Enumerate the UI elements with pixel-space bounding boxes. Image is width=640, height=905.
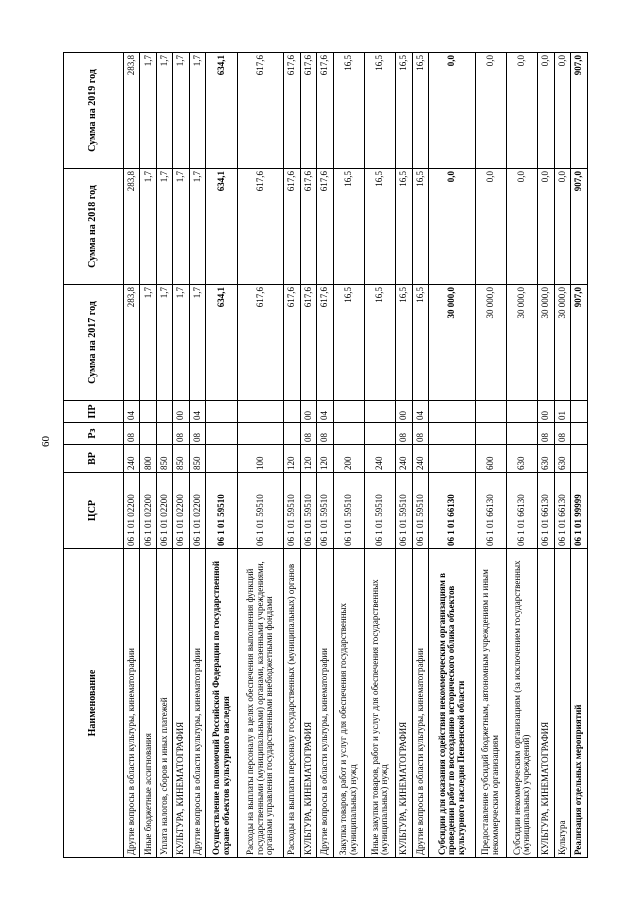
cell-sum-2019: 16,5 bbox=[333, 53, 364, 169]
cell-pr: 00 bbox=[538, 401, 554, 423]
cell-rz bbox=[156, 423, 172, 445]
cell-sum-2018: 617,6 bbox=[300, 169, 316, 285]
header-name: Наименование bbox=[64, 549, 124, 858]
cell-vr: 630 bbox=[554, 445, 570, 473]
cell-vr: 630 bbox=[538, 445, 554, 473]
cell-sum-2018: 0,0 bbox=[554, 169, 570, 285]
cell-rz bbox=[429, 423, 475, 445]
cell-vr bbox=[429, 445, 475, 473]
cell-vr: 600 bbox=[475, 445, 506, 473]
cell-csr: 06 1 01 66130 bbox=[429, 473, 475, 549]
cell-sum-2017: 617,6 bbox=[317, 285, 333, 401]
cell-sum-2017: 1,7 bbox=[189, 285, 205, 401]
cell-csr: 06 1 01 59510 bbox=[206, 473, 237, 549]
cell-sum-2017: 16,5 bbox=[364, 285, 395, 401]
table-row bbox=[284, 53, 300, 858]
cell-pr: 04 bbox=[317, 401, 333, 423]
cell-pr bbox=[429, 401, 475, 423]
cell-sum-2017: 30 000,0 bbox=[538, 285, 554, 401]
header-sum-2017: Сумма на 2017 год bbox=[64, 285, 124, 401]
cell-sum-2018: 1,7 bbox=[156, 169, 172, 285]
table-row bbox=[333, 53, 364, 858]
table-row bbox=[554, 53, 570, 858]
cell-csr: 06 1 01 59510 bbox=[412, 473, 428, 549]
cell-sum-2017: 30 000,0 bbox=[554, 285, 570, 401]
cell-name: Иные бюджетные ассигнования bbox=[140, 549, 156, 858]
cell-name: Культура bbox=[554, 549, 570, 858]
cell-name: КУЛЬТУРА, КИНЕМАТОГРАФИЯ bbox=[300, 549, 316, 858]
cell-rz: 08 bbox=[173, 423, 189, 445]
cell-sum-2018: 617,6 bbox=[237, 169, 283, 285]
table-row bbox=[173, 53, 189, 858]
cell-sum-2017: 16,5 bbox=[396, 285, 412, 401]
cell-sum-2019: 16,5 bbox=[364, 53, 395, 169]
cell-csr: 06 1 01 66130 bbox=[507, 473, 538, 549]
table-row bbox=[124, 53, 140, 858]
cell-sum-2019: 1,7 bbox=[140, 53, 156, 169]
cell-sum-2017: 30 000,0 bbox=[475, 285, 506, 401]
cell-sum-2018: 16,5 bbox=[364, 169, 395, 285]
cell-name: Субсидии некоммерческим организациям (за исключением государственных (муниципальных) учреждений) bbox=[507, 549, 538, 858]
cell-pr: 00 bbox=[396, 401, 412, 423]
cell-vr: 100 bbox=[237, 445, 283, 473]
cell-sum-2019: 1,7 bbox=[189, 53, 205, 169]
cell-pr bbox=[507, 401, 538, 423]
cell-name: Уплата налогов, сборов и иных платежей bbox=[156, 549, 172, 858]
cell-vr: 120 bbox=[317, 445, 333, 473]
cell-sum-2018: 1,7 bbox=[140, 169, 156, 285]
cell-sum-2018: 617,6 bbox=[284, 169, 300, 285]
cell-vr: 240 bbox=[364, 445, 395, 473]
table-row bbox=[317, 53, 333, 858]
cell-csr: 06 1 01 66130 bbox=[554, 473, 570, 549]
cell-sum-2017: 634,1 bbox=[206, 285, 237, 401]
cell-rz bbox=[237, 423, 283, 445]
cell-csr: 06 1 01 02200 bbox=[156, 473, 172, 549]
cell-sum-2019: 617,6 bbox=[317, 53, 333, 169]
cell-rz: 08 bbox=[124, 423, 140, 445]
table-row bbox=[156, 53, 172, 858]
cell-rz bbox=[475, 423, 506, 445]
cell-sum-2017: 16,5 bbox=[333, 285, 364, 401]
cell-vr bbox=[571, 445, 588, 473]
page-number: 60 bbox=[40, 436, 52, 447]
cell-sum-2018: 16,5 bbox=[333, 169, 364, 285]
cell-rz bbox=[206, 423, 237, 445]
header-vr: ВР bbox=[64, 445, 124, 473]
table-row bbox=[189, 53, 205, 858]
cell-name: Реализация отдельных мероприятий bbox=[571, 549, 588, 858]
cell-rz bbox=[140, 423, 156, 445]
cell-name: Расходы на выплаты персоналу в целях обеспечения выполнения функций государственными (муниципальными) органами, казенными учреждениями, органами управления государственными внебюджетными фондами bbox=[237, 549, 283, 858]
cell-pr: 04 bbox=[189, 401, 205, 423]
cell-csr: 06 1 01 66130 bbox=[538, 473, 554, 549]
cell-sum-2018: 16,5 bbox=[396, 169, 412, 285]
cell-csr: 06 1 01 59510 bbox=[237, 473, 283, 549]
cell-csr: 06 1 01 02200 bbox=[140, 473, 156, 549]
cell-csr: 06 1 01 59510 bbox=[317, 473, 333, 549]
cell-sum-2017: 30 000,0 bbox=[507, 285, 538, 401]
cell-sum-2017: 283,8 bbox=[124, 285, 140, 401]
cell-sum-2017: 30 000,0 bbox=[429, 285, 475, 401]
cell-rz: 08 bbox=[554, 423, 570, 445]
cell-csr: 06 1 01 59510 bbox=[396, 473, 412, 549]
cell-pr bbox=[140, 401, 156, 423]
cell-rz: 08 bbox=[300, 423, 316, 445]
cell-vr bbox=[206, 445, 237, 473]
cell-rz bbox=[364, 423, 395, 445]
cell-vr: 240 bbox=[396, 445, 412, 473]
table-row bbox=[396, 53, 412, 858]
cell-sum-2018: 16,5 bbox=[412, 169, 428, 285]
cell-pr bbox=[284, 401, 300, 423]
table-row bbox=[237, 53, 283, 858]
cell-vr: 200 bbox=[333, 445, 364, 473]
cell-sum-2019: 0,0 bbox=[554, 53, 570, 169]
cell-rz bbox=[284, 423, 300, 445]
cell-pr: 00 bbox=[173, 401, 189, 423]
cell-sum-2019: 0,0 bbox=[538, 53, 554, 169]
cell-name: Иные закупки товаров, работ и услуг для обеспечения государственных (муниципальных) нужд bbox=[364, 549, 395, 858]
cell-pr bbox=[571, 401, 588, 423]
budget-table bbox=[63, 52, 588, 858]
cell-sum-2017: 907,0 bbox=[571, 285, 588, 401]
cell-sum-2017: 1,7 bbox=[173, 285, 189, 401]
cell-pr: 04 bbox=[412, 401, 428, 423]
cell-sum-2018: 907,0 bbox=[571, 169, 588, 285]
cell-csr: 06 1 01 99999 bbox=[571, 473, 588, 549]
cell-sum-2019: 1,7 bbox=[156, 53, 172, 169]
cell-pr: 04 bbox=[124, 401, 140, 423]
budget-table-container bbox=[63, 53, 588, 858]
cell-vr: 850 bbox=[189, 445, 205, 473]
cell-rz: 08 bbox=[538, 423, 554, 445]
cell-sum-2018: 634,1 bbox=[206, 169, 237, 285]
cell-name: Другие вопросы в области культуры, кинематографии bbox=[189, 549, 205, 858]
table-row bbox=[206, 53, 237, 858]
cell-name: КУЛЬТУРА, КИНЕМАТОГРАФИЯ bbox=[173, 549, 189, 858]
cell-vr: 120 bbox=[284, 445, 300, 473]
cell-vr: 800 bbox=[140, 445, 156, 473]
cell-pr bbox=[475, 401, 506, 423]
cell-rz: 08 bbox=[317, 423, 333, 445]
table-header-row bbox=[64, 53, 124, 858]
header-sum-2018: Сумма на 2018 год bbox=[64, 169, 124, 285]
cell-rz: 08 bbox=[189, 423, 205, 445]
cell-pr bbox=[364, 401, 395, 423]
cell-csr: 06 1 01 02200 bbox=[173, 473, 189, 549]
table-row bbox=[538, 53, 554, 858]
cell-vr: 630 bbox=[507, 445, 538, 473]
cell-name: КУЛЬТУРА, КИНЕМАТОГРАФИЯ bbox=[538, 549, 554, 858]
header-csr: ЦСР bbox=[64, 473, 124, 549]
cell-csr: 06 1 01 59510 bbox=[333, 473, 364, 549]
cell-pr: 00 bbox=[300, 401, 316, 423]
cell-sum-2019: 283,8 bbox=[124, 53, 140, 169]
cell-sum-2019: 1,7 bbox=[173, 53, 189, 169]
cell-csr: 06 1 01 59510 bbox=[284, 473, 300, 549]
cell-sum-2019: 0,0 bbox=[507, 53, 538, 169]
cell-pr: 01 bbox=[554, 401, 570, 423]
cell-name: КУЛЬТУРА, КИНЕМАТОГРАФИЯ bbox=[396, 549, 412, 858]
cell-csr: 06 1 01 02200 bbox=[189, 473, 205, 549]
header-sum-2019: Сумма на 2019 год bbox=[64, 53, 124, 169]
cell-name: Другие вопросы в области культуры, кинематографии bbox=[124, 549, 140, 858]
cell-sum-2018: 0,0 bbox=[507, 169, 538, 285]
cell-vr: 240 bbox=[412, 445, 428, 473]
table-row bbox=[571, 53, 588, 858]
table-row bbox=[475, 53, 506, 858]
cell-name: Предоставление субсидий бюджетным, автономным учреждениям и иным некоммерческим организациям bbox=[475, 549, 506, 858]
cell-rz bbox=[507, 423, 538, 445]
cell-vr: 120 bbox=[300, 445, 316, 473]
cell-pr bbox=[206, 401, 237, 423]
cell-name: Субсидии для оказания содействия некоммерческим организациям в проведении работ по воссозданию исторического облика объектов культурного наследия Пензенской области bbox=[429, 549, 475, 858]
cell-sum-2017: 617,6 bbox=[284, 285, 300, 401]
cell-sum-2018: 0,0 bbox=[475, 169, 506, 285]
cell-name: Другие вопросы в области культуры, кинематографии bbox=[317, 549, 333, 858]
table-row bbox=[412, 53, 428, 858]
cell-sum-2019: 16,5 bbox=[412, 53, 428, 169]
cell-name: Осуществление полномочий Российской Федерации по государственной охране объектов культурного наследия bbox=[206, 549, 237, 858]
cell-sum-2018: 617,6 bbox=[317, 169, 333, 285]
cell-sum-2017: 1,7 bbox=[156, 285, 172, 401]
header-pr: ПР bbox=[64, 401, 124, 423]
cell-pr bbox=[156, 401, 172, 423]
cell-sum-2018: 0,0 bbox=[429, 169, 475, 285]
cell-sum-2019: 0,0 bbox=[475, 53, 506, 169]
cell-csr: 06 1 01 66130 bbox=[475, 473, 506, 549]
table-row bbox=[140, 53, 156, 858]
cell-rz bbox=[571, 423, 588, 445]
cell-sum-2017: 16,5 bbox=[412, 285, 428, 401]
cell-sum-2019: 0,0 bbox=[429, 53, 475, 169]
cell-pr bbox=[333, 401, 364, 423]
cell-vr: 240 bbox=[124, 445, 140, 473]
cell-sum-2019: 634,1 bbox=[206, 53, 237, 169]
cell-sum-2018: 1,7 bbox=[189, 169, 205, 285]
cell-sum-2019: 617,6 bbox=[284, 53, 300, 169]
header-rz: Рз bbox=[64, 423, 124, 445]
cell-sum-2017: 617,6 bbox=[237, 285, 283, 401]
cell-sum-2017: 1,7 bbox=[140, 285, 156, 401]
cell-vr: 850 bbox=[173, 445, 189, 473]
cell-sum-2017: 617,6 bbox=[300, 285, 316, 401]
table-row bbox=[429, 53, 475, 858]
cell-csr: 06 1 01 59510 bbox=[300, 473, 316, 549]
cell-csr: 06 1 01 02200 bbox=[124, 473, 140, 549]
cell-name: Расходы на выплаты персоналу государственных (муниципальных) органов bbox=[284, 549, 300, 858]
cell-sum-2019: 16,5 bbox=[396, 53, 412, 169]
cell-sum-2018: 1,7 bbox=[173, 169, 189, 285]
cell-name: Закупка товаров, работ и услуг для обеспечения государственных (муниципальных) нужд bbox=[333, 549, 364, 858]
cell-name: Другие вопросы в области культуры, кинематографии bbox=[412, 549, 428, 858]
cell-rz bbox=[333, 423, 364, 445]
cell-vr: 850 bbox=[156, 445, 172, 473]
cell-rz: 08 bbox=[396, 423, 412, 445]
table-row bbox=[364, 53, 395, 858]
cell-sum-2019: 907,0 bbox=[571, 53, 588, 169]
cell-csr: 06 1 01 59510 bbox=[364, 473, 395, 549]
cell-sum-2018: 0,0 bbox=[538, 169, 554, 285]
cell-sum-2019: 617,6 bbox=[300, 53, 316, 169]
table-row bbox=[507, 53, 538, 858]
cell-rz: 08 bbox=[412, 423, 428, 445]
table-row bbox=[300, 53, 316, 858]
cell-sum-2018: 283,8 bbox=[124, 169, 140, 285]
cell-pr bbox=[237, 401, 283, 423]
cell-sum-2019: 617,6 bbox=[237, 53, 283, 169]
